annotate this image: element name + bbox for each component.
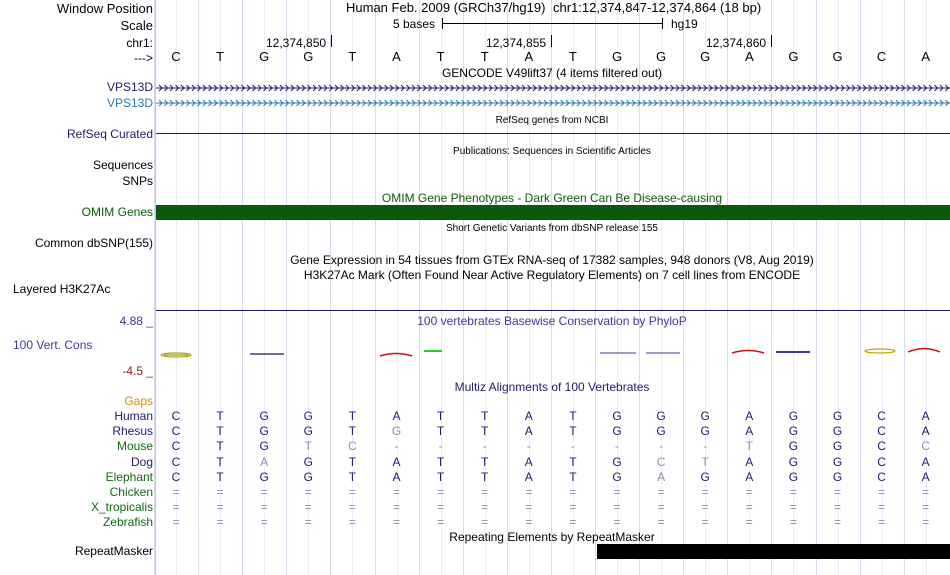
alignment-base: = xyxy=(525,485,533,499)
base-letter: T xyxy=(348,49,357,64)
alignment-base: A xyxy=(392,409,401,423)
base-letter: G xyxy=(700,49,711,64)
alignment-base: = xyxy=(745,500,753,514)
alignment-base: = xyxy=(878,485,886,499)
alignment-base: C xyxy=(171,439,181,453)
alignment-base: A xyxy=(524,409,533,423)
alignment-base: C xyxy=(171,470,181,484)
alignment-base: T xyxy=(569,409,577,423)
alignment-base: T xyxy=(216,439,224,453)
alignment-base: = xyxy=(569,515,577,529)
alignment-base: = xyxy=(437,515,445,529)
base-letter: G xyxy=(303,49,314,64)
alignment-base: A xyxy=(921,424,930,438)
alignment-base: A xyxy=(921,455,930,469)
track-label-vert-cons[interactable]: 100 Vert. Cons xyxy=(13,338,93,352)
alignment-base: = xyxy=(260,515,268,529)
alignment-base: G xyxy=(700,424,710,438)
h3k27ac-title: H3K27Ac Mark (Often Found Near Active Regulatory Elements) on 7 cell lines from ENCODE xyxy=(303,268,801,282)
alignment-base: = xyxy=(745,485,753,499)
alignment-base: G xyxy=(259,424,269,438)
alignment-base: - xyxy=(615,439,619,453)
alignment-base: A xyxy=(392,470,401,484)
ruler-tick-1 xyxy=(331,35,332,47)
alignment-base: = xyxy=(613,515,621,529)
alignment-base: = xyxy=(657,485,665,499)
alignment-base: G xyxy=(656,424,666,438)
alignment-base: = xyxy=(833,500,841,514)
short-variants-title: Short Genetic Variants from dbSNP release 155 xyxy=(446,223,658,234)
ruler-label-2: 12,374,855 xyxy=(486,36,547,50)
alignment-base: G xyxy=(788,455,799,469)
alignment-base: G xyxy=(788,409,799,423)
alignment-base: = xyxy=(260,500,268,514)
alignment-base: A xyxy=(524,455,533,469)
alignment-base: - xyxy=(703,439,708,453)
base-letter: G xyxy=(788,49,799,64)
base-letter: A xyxy=(744,49,754,64)
alignment-base: G xyxy=(612,470,622,484)
phylop-title: 100 vertebrates Basewise Conservation by PhyloP xyxy=(417,314,687,328)
alignment-base: - xyxy=(659,439,664,453)
alignment-base: = xyxy=(216,515,224,529)
alignment-base: = xyxy=(392,515,400,529)
scale-db: hg19 xyxy=(671,17,698,31)
alignment-base: = xyxy=(745,515,753,529)
track-label-vps13d-1[interactable]: VPS13D xyxy=(106,80,153,94)
base-letter: T xyxy=(216,49,225,64)
alignment-base: - xyxy=(526,439,531,453)
repeat-element-bar[interactable] xyxy=(597,544,950,559)
alignment-base: G xyxy=(303,470,313,484)
track-label-snps[interactable]: SNPs xyxy=(122,174,153,188)
base-letter: C xyxy=(171,49,181,64)
alignment-base: A xyxy=(657,470,666,484)
scale-label: Scale xyxy=(120,18,153,33)
alignment-base: = xyxy=(922,485,930,499)
alignment-base: A xyxy=(524,470,533,484)
scale-bar-left-tick xyxy=(442,18,443,29)
alignment-base: = xyxy=(833,485,841,499)
cons-axis-bottom: -4.5 _ xyxy=(122,364,153,378)
alignment-base: - xyxy=(438,439,443,453)
alignment-base: G xyxy=(832,409,843,423)
gaps-label: Gaps xyxy=(124,394,153,408)
base-letter: A xyxy=(921,49,931,64)
scale-bar xyxy=(442,23,662,24)
alignment-base: T xyxy=(216,470,224,484)
alignment-base: G xyxy=(612,409,622,423)
ruler-tick-2 xyxy=(551,35,552,47)
alignment-base: = xyxy=(878,515,886,529)
alignment-base: C xyxy=(171,455,181,469)
ruler-label-1: 12,374,850 xyxy=(266,36,327,50)
alignment-base: T xyxy=(701,455,709,469)
species-label-zebrafish: Zebrafish xyxy=(102,515,153,529)
alignment-base: C xyxy=(171,424,181,438)
alignment-base: G xyxy=(788,470,799,484)
alignment-base: = xyxy=(525,500,533,514)
base-letter: G xyxy=(656,49,667,64)
alignment-base: T xyxy=(569,470,577,484)
alignment-base: A xyxy=(745,409,754,423)
alignment-base: = xyxy=(172,500,180,514)
chr-label: chr1: xyxy=(126,36,153,50)
strand-label: ---> xyxy=(134,51,153,65)
alignment-base: = xyxy=(569,485,577,499)
alignment-base: T xyxy=(481,424,489,438)
base-letter: C xyxy=(876,49,887,64)
alignment-base: T xyxy=(348,409,357,423)
alignment-base: - xyxy=(482,439,487,453)
alignment-base: = xyxy=(701,485,709,499)
ruler-tick-3 xyxy=(771,35,772,47)
alignment-base: T xyxy=(216,455,224,469)
alignment-base: G xyxy=(612,455,622,469)
alignment-base: = xyxy=(833,515,841,529)
alignment-base: G xyxy=(259,470,269,484)
alignment-base: = xyxy=(481,515,489,529)
alignment-base: G xyxy=(259,409,269,423)
gencode-title: GENCODE V49lift37 (4 items filtered out) xyxy=(441,66,663,80)
alignment-base: G xyxy=(391,424,402,438)
alignment-base: = xyxy=(701,515,709,529)
base-letter: A xyxy=(392,49,401,64)
track-label-sequences[interactable]: Sequences xyxy=(92,158,153,172)
cons-axis-top: 4.88 _ xyxy=(119,314,153,328)
omim-gene-bar[interactable] xyxy=(156,205,950,220)
alignment-base: G xyxy=(832,455,843,469)
publications-title: Publications: Sequences in Scientific Articles xyxy=(453,146,651,157)
refseq-gene-line[interactable] xyxy=(156,133,950,134)
alignment-base: = xyxy=(216,500,224,514)
alignment-base: = xyxy=(701,500,709,514)
alignment-base: T xyxy=(216,424,224,438)
alignment-base: - xyxy=(570,439,575,453)
phylop-signal xyxy=(156,344,950,360)
species-label-rhesus: Rhesus xyxy=(112,424,153,438)
alignment-base: = xyxy=(657,500,665,514)
alignment-base: G xyxy=(788,424,799,438)
window-position-label: Window Position xyxy=(56,1,153,16)
base-letter: G xyxy=(832,49,843,64)
alignment-base: = xyxy=(304,500,312,514)
species-label-chicken: Chicken xyxy=(109,485,153,499)
track-label-repeatmasker[interactable]: RepeatMasker xyxy=(74,544,153,558)
alignment-base: A xyxy=(921,470,930,484)
alignment-base: G xyxy=(700,409,710,423)
alignment-base: = xyxy=(481,500,489,514)
alignment-base: T xyxy=(569,455,577,469)
assembly-title: Human Feb. 2009 (GRCh37/hg19) xyxy=(346,0,546,15)
alignment-base: - xyxy=(394,439,399,453)
alignment-base: = xyxy=(392,485,400,499)
base-letter: T xyxy=(436,49,445,64)
alignment-base: = xyxy=(260,485,268,499)
alignment-base: T xyxy=(745,439,753,453)
h3k27ac-baseline xyxy=(156,310,950,311)
alignment-base: T xyxy=(481,455,489,469)
alignment-base: = xyxy=(789,515,797,529)
alignment-base: T xyxy=(348,455,357,469)
track-label-omim[interactable]: OMIM Genes xyxy=(81,205,153,219)
track-label-vps13d-2[interactable]: VPS13D xyxy=(106,96,153,110)
track-label-common-dbsnp[interactable]: Common dbSNP(155) xyxy=(34,236,153,250)
alignment-base: C xyxy=(877,424,886,438)
base-letter: T xyxy=(568,49,577,64)
scale-bar-right-tick xyxy=(662,18,663,29)
alignment-base: = xyxy=(172,485,180,499)
track-label-refseq[interactable]: RefSeq Curated xyxy=(66,127,153,141)
alignment-base: = xyxy=(613,485,621,499)
alignment-base: C xyxy=(656,455,666,469)
alignment-base: G xyxy=(832,424,843,438)
alignment-base: = xyxy=(437,500,445,514)
alignment-base: C xyxy=(348,439,357,453)
scale-text: 5 bases xyxy=(393,17,436,31)
vps13d-gene-1[interactable] xyxy=(156,83,950,93)
alignment-base: G xyxy=(612,424,622,438)
base-letter: G xyxy=(611,49,623,64)
multiz-title: Multiz Alignments of 100 Vertebrates xyxy=(454,380,650,394)
alignment-base: = xyxy=(569,500,577,514)
alignment-base: A xyxy=(745,424,754,438)
alignment-base: C xyxy=(877,439,886,453)
refseq-title: RefSeq genes from NCBI xyxy=(495,115,609,126)
base-letter: A xyxy=(524,49,534,64)
alignment-base: = xyxy=(922,500,930,514)
alignment-base: = xyxy=(789,500,797,514)
alignment-base: T xyxy=(436,455,445,469)
gtex-title: Gene Expression in 54 tissues from GTEx RNA-seq of 17382 samples, 948 donors (V8, Aug 2019) xyxy=(290,253,814,267)
alignment-base: G xyxy=(303,455,313,469)
track-label-h3k27ac[interactable]: Layered H3K27Ac xyxy=(13,282,111,296)
alignment-base: = xyxy=(481,485,489,499)
alignment-base: G xyxy=(656,409,666,423)
alignment-base: G xyxy=(259,439,269,453)
alignment-base: A xyxy=(392,455,401,469)
base-letter: T xyxy=(480,49,489,64)
alignment-base: = xyxy=(304,485,312,499)
alignment-base: = xyxy=(525,515,533,529)
alignment-base: G xyxy=(700,470,710,484)
omim-title: OMIM Gene Phenotypes - Dark Green Can Be Disease-causing xyxy=(381,191,723,205)
alignment-base: G xyxy=(832,470,843,484)
repeatmasker-title: Repeating Elements by RepeatMasker xyxy=(449,530,655,544)
alignment-base: T xyxy=(436,470,445,484)
vps13d-gene-2[interactable] xyxy=(156,98,950,108)
alignment-base: = xyxy=(172,515,180,529)
alignment-base: C xyxy=(921,439,931,453)
species-label-human: Human xyxy=(114,409,153,423)
alignment-base: G xyxy=(788,439,799,453)
alignment-base: T xyxy=(481,470,489,484)
alignment-base: A xyxy=(260,455,269,469)
alignment-base: = xyxy=(348,485,356,499)
alignment-base: = xyxy=(657,515,665,529)
alignment-base: T xyxy=(436,409,445,423)
alignment-base: T xyxy=(304,439,312,453)
alignment-base: G xyxy=(832,439,843,453)
alignment-base: T xyxy=(481,409,489,423)
position-readout: chr1:12,374,847-12,374,864 (18 bp) xyxy=(553,0,762,15)
alignment-base: = xyxy=(392,500,400,514)
alignment-base: = xyxy=(789,485,797,499)
alignment-base: A xyxy=(745,455,754,469)
species-label-elephant: Elephant xyxy=(105,470,153,484)
alignment-base: T xyxy=(216,409,224,423)
alignment-base: C xyxy=(877,470,886,484)
alignment-base: C xyxy=(877,409,886,423)
alignment-base: T xyxy=(569,424,577,438)
alignment-base: A xyxy=(524,424,533,438)
alignment-base: = xyxy=(437,485,445,499)
alignment-base: C xyxy=(877,455,886,469)
ruler-label-3: 12,374,860 xyxy=(706,36,767,50)
alignment-base: = xyxy=(348,500,356,514)
alignment-base: T xyxy=(348,424,357,438)
alignment-base: G xyxy=(303,409,313,423)
alignment-base: = xyxy=(878,500,886,514)
alignment-base: = xyxy=(922,515,930,529)
alignment-base: C xyxy=(171,409,181,423)
alignment-base: A xyxy=(921,409,930,423)
alignment-base: = xyxy=(348,515,356,529)
alignment-base: = xyxy=(216,485,224,499)
alignment-base: A xyxy=(745,470,754,484)
alignment-base: G xyxy=(303,424,313,438)
alignment-base: T xyxy=(436,424,445,438)
alignment-base: T xyxy=(348,470,357,484)
alignment-base: = xyxy=(613,500,621,514)
base-letter: G xyxy=(259,49,270,64)
species-label-dog: Dog xyxy=(130,455,153,469)
alignment-base: = xyxy=(304,515,312,529)
species-label-mouse: Mouse xyxy=(116,439,153,453)
species-label-x_tropicalis: X_tropicalis xyxy=(90,500,153,514)
